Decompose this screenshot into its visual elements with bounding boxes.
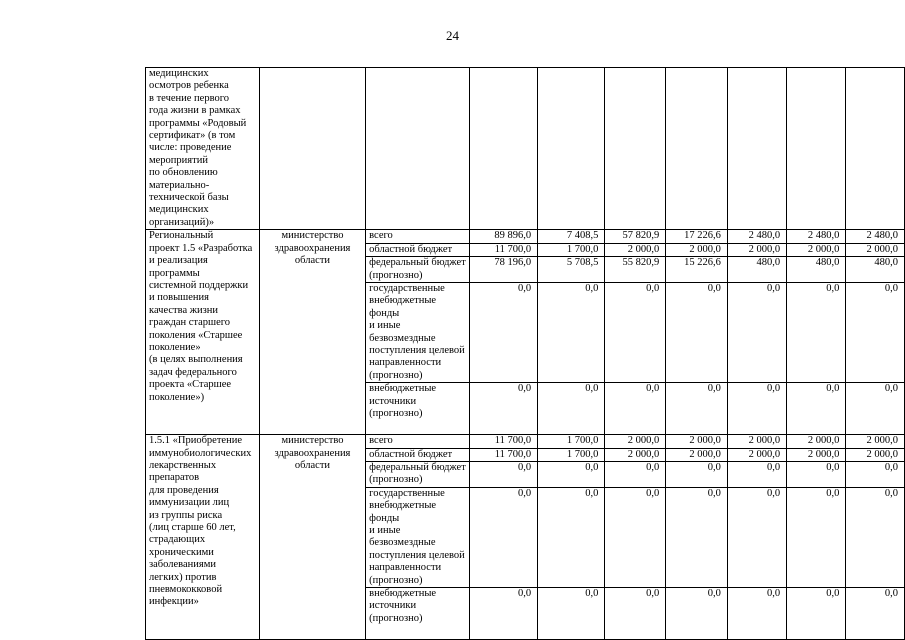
funding-source: областной бюджет [366,448,470,461]
amount-cell: 0,0 [787,282,846,382]
amount-cell: 1 700,0 [538,243,605,256]
amount-cell: 2 000,0 [727,435,786,448]
measure-name: Региональный проект 1.5 «Разработка и реализация программы системной поддержки и повышения качества жизни граждан старшего поколения «Старшее поколение» (в целях выполнения задач федерального проекта «Старшее поколение») [146,230,260,435]
amount-cell: 0,0 [469,383,537,435]
empty-cell [787,68,846,230]
executor: министерство здравоохранения области [259,230,365,435]
funding-source: государственные внебюджетные фонды и иные безвозмездные поступления целевой направленности (прогнозно) [366,282,470,382]
amount-cell: 89 896,0 [469,230,537,243]
amount-cell: 2 000,0 [727,448,786,461]
amount-cell: 0,0 [787,461,846,487]
funding-source: федеральный бюджет (прогнозно) [366,257,470,283]
funding-source: государственные внебюджетные фонды и иные безвозмездные поступления целевой направленности (прогнозно) [366,487,470,587]
amount-cell: 0,0 [666,461,728,487]
amount-cell: 480,0 [787,257,846,283]
amount-cell: 0,0 [666,487,728,587]
amount-cell: 15 226,6 [666,257,728,283]
empty-cell [666,68,728,230]
amount-cell: 0,0 [846,588,905,640]
amount-cell: 17 226,6 [666,230,728,243]
amount-cell: 0,0 [727,588,786,640]
financing-row [146,435,905,448]
amount-cell: 480,0 [846,257,905,283]
amount-cell: 0,0 [666,588,728,640]
amount-cell: 1 700,0 [538,448,605,461]
amount-cell: 5 708,5 [538,257,605,283]
amount-cell: 2 000,0 [605,435,666,448]
measure-name: 1.5.1 «Приобретение иммунобиологических лекарственных препаратов для проведения иммунизации лиц из группы риска (лиц старше 60 лет, страдающих хроническими заболеваниями легких) против пневмококковой инфекции» [146,435,260,640]
amount-cell: 0,0 [469,282,537,382]
amount-cell: 0,0 [787,487,846,587]
amount-cell: 0,0 [846,383,905,435]
continuation-row [146,68,905,230]
amount-cell: 2 480,0 [846,230,905,243]
amount-cell: 2 000,0 [605,243,666,256]
amount-cell: 2 000,0 [666,435,728,448]
amount-cell: 0,0 [727,383,786,435]
budget-table [145,67,905,640]
amount-cell: 0,0 [538,588,605,640]
amount-cell: 0,0 [605,282,666,382]
continuation-description: медицинских осмотров ребенка в течение первого года жизни в рамках программы «Родовый сертификат» (в том числе: проведение мероприятий по обновлению материально- технической базы медицинских организаций)» [146,68,260,230]
amount-cell: 2 000,0 [846,435,905,448]
amount-cell: 2 000,0 [787,435,846,448]
amount-cell: 2 480,0 [727,230,786,243]
amount-cell: 0,0 [787,588,846,640]
amount-cell: 0,0 [787,383,846,435]
amount-cell: 0,0 [727,461,786,487]
amount-cell: 55 820,9 [605,257,666,283]
amount-cell: 0,0 [846,282,905,382]
funding-source: областной бюджет [366,243,470,256]
amount-cell: 2 000,0 [846,448,905,461]
amount-cell: 0,0 [727,487,786,587]
amount-cell: 0,0 [469,487,537,587]
funding-source: внебюджетные источники (прогнозно) [366,383,470,435]
amount-cell: 0,0 [727,282,786,382]
empty-cell [605,68,666,230]
amount-cell: 2 000,0 [846,243,905,256]
amount-cell: 0,0 [538,282,605,382]
funding-source: внебюджетные источники (прогнозно) [366,588,470,640]
empty-cell [846,68,905,230]
amount-cell: 0,0 [846,487,905,587]
funding-source: всего [366,230,470,243]
amount-cell: 0,0 [538,487,605,587]
amount-cell: 480,0 [727,257,786,283]
amount-cell: 0,0 [605,461,666,487]
amount-cell: 2 000,0 [666,243,728,256]
amount-cell: 2 000,0 [605,448,666,461]
amount-cell: 78 196,0 [469,257,537,283]
amount-cell: 0,0 [605,588,666,640]
program-blocks [146,230,905,640]
empty-cell [469,68,537,230]
empty-cell [259,68,365,230]
amount-cell: 2 480,0 [787,230,846,243]
amount-cell: 0,0 [605,487,666,587]
funding-source: всего [366,435,470,448]
empty-cell [727,68,786,230]
empty-cell [538,68,605,230]
amount-cell: 2 000,0 [666,448,728,461]
executor: министерство здравоохранения области [259,435,365,640]
amount-cell: 11 700,0 [469,448,537,461]
amount-cell: 0,0 [666,383,728,435]
amount-cell: 2 000,0 [727,243,786,256]
page-number: 24 [446,28,459,43]
funding-source: федеральный бюджет (прогнозно) [366,461,470,487]
amount-cell: 0,0 [605,383,666,435]
empty-cell [366,68,470,230]
amount-cell: 2 000,0 [787,243,846,256]
amount-cell: 0,0 [469,588,537,640]
amount-cell: 11 700,0 [469,435,537,448]
amount-cell: 0,0 [469,461,537,487]
amount-cell: 0,0 [666,282,728,382]
amount-cell: 1 700,0 [538,435,605,448]
amount-cell: 0,0 [538,383,605,435]
financing-row [146,230,905,243]
amount-cell: 11 700,0 [469,243,537,256]
amount-cell: 2 000,0 [787,448,846,461]
amount-cell: 0,0 [538,461,605,487]
amount-cell: 57 820,9 [605,230,666,243]
amount-cell: 7 408,5 [538,230,605,243]
amount-cell: 0,0 [846,461,905,487]
